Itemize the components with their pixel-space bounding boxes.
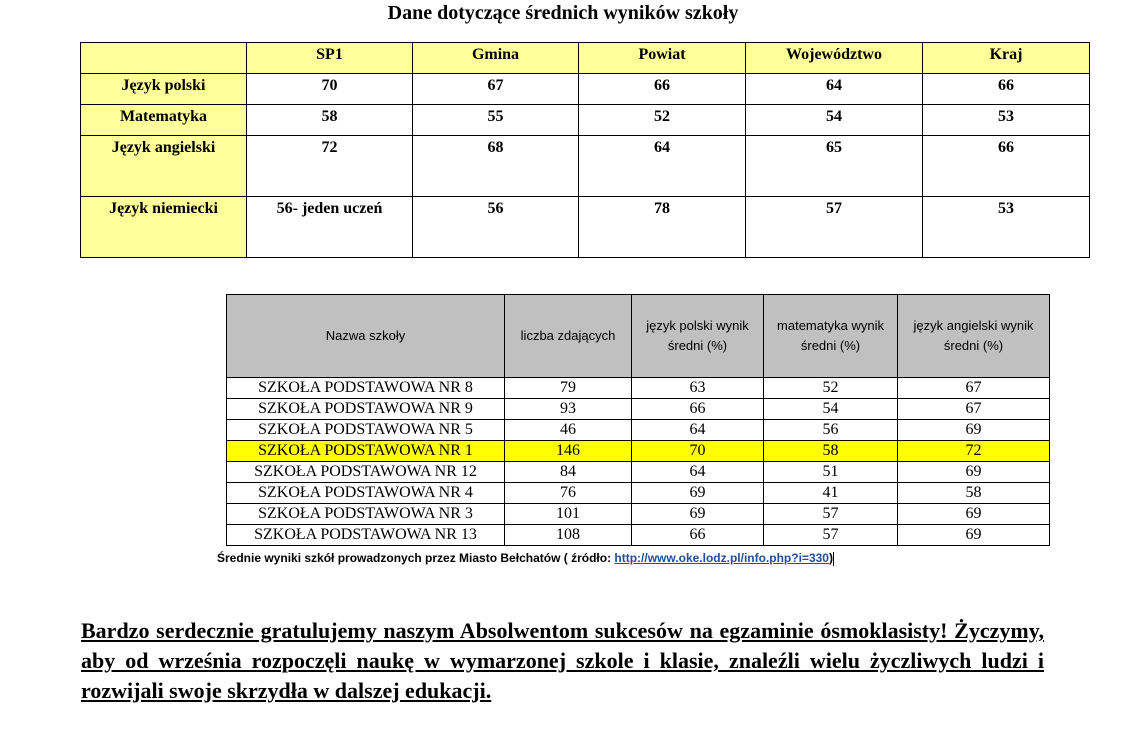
page-title: Dane dotyczące średnich wyników szkoły	[387, 2, 739, 24]
header-cell-test-takers: liczba zdających	[505, 295, 632, 378]
school-name-cell: SZKOŁA PODSTAWOWA NR 3	[227, 504, 505, 525]
school-name-cell: SZKOŁA PODSTAWOWA NR 12	[227, 462, 505, 483]
table-cell: 67	[898, 378, 1050, 399]
table-row	[227, 378, 1050, 399]
table-cell: 57	[746, 197, 923, 258]
table-row	[227, 462, 1050, 483]
table-row	[227, 399, 1050, 420]
table-cell: 57	[764, 504, 898, 525]
row-label: Język niemiecki	[81, 197, 247, 258]
row-label: Matematyka	[81, 105, 247, 136]
table-cell: 78	[579, 197, 746, 258]
header-cell-wojewodztwo: Województwo	[746, 43, 923, 74]
table-cell: 70	[632, 441, 764, 462]
table-cell: 76	[505, 483, 632, 504]
school-name-cell: SZKOŁA PODSTAWOWA NR 8	[227, 378, 505, 399]
table-header-row	[227, 295, 1050, 378]
table-row	[81, 197, 1090, 258]
source-link[interactable]: http://www.oke.lodz.pl/info.php?i=330	[614, 551, 829, 565]
city-schools-table	[226, 294, 1050, 546]
header-cell-polish-score: język polski wynik średni (%)	[632, 295, 764, 378]
table-cell: 69	[898, 525, 1050, 546]
text-cursor	[833, 552, 834, 566]
table-cell: 54	[764, 399, 898, 420]
table-cell: 79	[505, 378, 632, 399]
table-cell: 51	[764, 462, 898, 483]
table-row	[227, 483, 1050, 504]
caption-close: )	[828, 551, 833, 565]
header-cell-empty	[81, 43, 247, 74]
table-cell: 72	[898, 441, 1050, 462]
table-caption	[217, 551, 834, 566]
table-cell: 146	[505, 441, 632, 462]
header-cell-powiat: Powiat	[579, 43, 746, 74]
table-row	[227, 504, 1050, 525]
table-cell: 56	[413, 197, 579, 258]
header-cell-english-score: język angielski wynik średni (%)	[898, 295, 1050, 378]
header-cell-kraj: Kraj	[923, 43, 1090, 74]
table-cell: 54	[746, 105, 923, 136]
table-cell: 66	[923, 136, 1090, 197]
table-cell: 108	[505, 525, 632, 546]
table-cell: 53	[923, 197, 1090, 258]
table-cell: 53	[923, 105, 1090, 136]
table-cell: 66	[632, 399, 764, 420]
table-row	[81, 105, 1090, 136]
table-cell: 84	[505, 462, 632, 483]
table-cell: 57	[764, 525, 898, 546]
table-cell: 65	[746, 136, 923, 197]
school-name-cell: SZKOŁA PODSTAWOWA NR 5	[227, 420, 505, 441]
school-results-table	[80, 42, 1090, 258]
header-cell-gmina: Gmina	[413, 43, 579, 74]
congratulations-text: Bardzo serdecznie gratulujemy naszym Absolwentom sukcesów na egzaminie ósmoklasisty! Życzymy, aby od września rozpoczęli naukę w wymarzonej szkole i klasie, znaleźli wielu życzliwych ludzi i rozwijali swoje skrzydła w dalszej edukacji.	[81, 618, 1044, 703]
table-cell: 67	[413, 74, 579, 105]
table-header-row	[81, 43, 1090, 74]
table-row-highlighted	[227, 441, 1050, 462]
table-cell: 52	[579, 105, 746, 136]
school-name-cell: SZKOŁA PODSTAWOWA NR 13	[227, 525, 505, 546]
table-cell: 69	[898, 504, 1050, 525]
table-cell: 69	[632, 504, 764, 525]
header-cell-sp1: SP1	[247, 43, 413, 74]
table-cell: 64	[632, 420, 764, 441]
table-cell: 41	[764, 483, 898, 504]
table-cell: 70	[247, 74, 413, 105]
school-name-cell: SZKOŁA PODSTAWOWA NR 9	[227, 399, 505, 420]
table-cell: 58	[247, 105, 413, 136]
caption-text: Średnie wyniki szkół prowadzonych przez Miasto Bełchatów ( źródło:	[217, 551, 615, 565]
table-cell: 66	[579, 74, 746, 105]
table-cell: 68	[413, 136, 579, 197]
table-cell: 72	[247, 136, 413, 197]
table-cell: 52	[764, 378, 898, 399]
row-label: Język angielski	[81, 136, 247, 197]
table-cell: 66	[923, 74, 1090, 105]
table-cell: 63	[632, 378, 764, 399]
header-cell-school-name: Nazwa szkoły	[227, 295, 505, 378]
table-cell: 69	[898, 462, 1050, 483]
table-row	[227, 525, 1050, 546]
table-cell: 56	[764, 420, 898, 441]
table-cell: 67	[898, 399, 1050, 420]
table-row	[227, 420, 1050, 441]
table-cell: 69	[898, 420, 1050, 441]
table-cell: 64	[579, 136, 746, 197]
table-cell: 64	[746, 74, 923, 105]
row-label: Język polski	[81, 74, 247, 105]
table-row	[81, 136, 1090, 197]
table-cell: 64	[632, 462, 764, 483]
table-cell: 55	[413, 105, 579, 136]
school-name-cell: SZKOŁA PODSTAWOWA NR 4	[227, 483, 505, 504]
table-cell: 56- jeden uczeń	[247, 197, 413, 258]
header-cell-math-score: matematyka wynik średni (%)	[764, 295, 898, 378]
school-name-cell: SZKOŁA PODSTAWOWA NR 1	[227, 441, 505, 462]
table-cell: 58	[764, 441, 898, 462]
table-cell: 46	[505, 420, 632, 441]
table-cell: 93	[505, 399, 632, 420]
table-cell: 58	[898, 483, 1050, 504]
table-row	[81, 74, 1090, 105]
table-cell: 101	[505, 504, 632, 525]
table-cell: 66	[632, 525, 764, 546]
table-cell: 69	[632, 483, 764, 504]
